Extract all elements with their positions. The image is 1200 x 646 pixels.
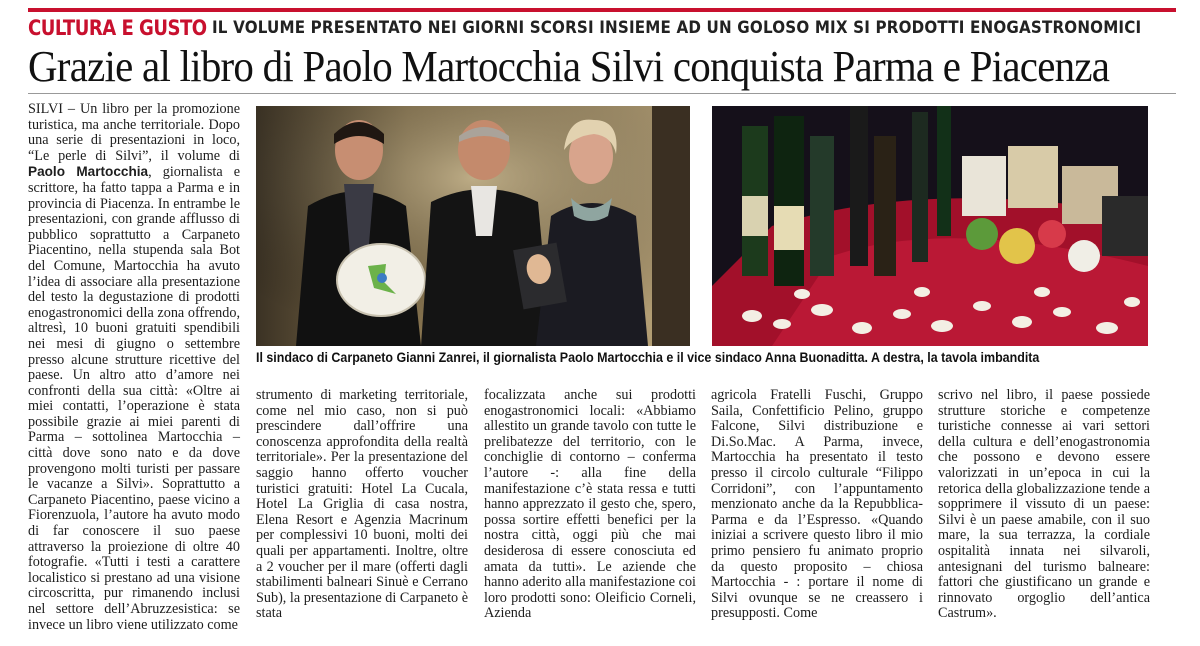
article-text: SILVI – Un libro per la promozione turistica, ma anche territoriale. Dopo una serie di presentazioni in loco, “Le perle di Silvi”, il volume di — [28, 101, 240, 164]
article-column-2 — [256, 388, 468, 622]
section-header — [28, 14, 1176, 42]
article-column-1 — [28, 102, 240, 633]
photo-table-image — [712, 106, 1148, 346]
article-paragraph: focalizzata anche sui prodotti enogastronomici locali: «Abbiamo allestito un grande tavolo con tutte le prelibatezze del territorio, con le conchiglie di contorno – conferma l’autore -: alla fine della manifestazione c’è stata ressa e tutti hanno apprezzato il gesto che, spero, possa sortire effetti benefici per la nostra città, oggi più che mai desiderosa di essere conosciuta ed amata da tutti». Le aziende che hanno aderito alla manifestazione coi loro prodotti sono: Oleificio Corneli, Azienda — [484, 387, 696, 622]
kicker: IL VOLUME PRESENTATO NEI GIORNI SCORSI INSIEME AD UN GOLOSO MIX SI PRODOTTI ENOGASTRONOMICI — [212, 18, 1142, 38]
article-paragraph: agricola Fratelli Fuschi, Gruppo Saila, Confettificio Pelino, gruppo Falcone, Silvi distribuzione e Di.So.Mac. A Parma, invece, Martocchia ha presentato il testo presso il circolo culturale “Filippo Corridoni”, con l’appuntamento menzionato anche da la Repubblica-Parma e da l’Espresso. «Quando iniziai a scrivere questo libro il mio primo pensiero fu animato proprio da questo proposito – chiosa Martocchia - : portare il nome di Silvi ovunque se ne creassero i presupposti. Come — [711, 387, 923, 622]
photo-people-image — [256, 106, 690, 346]
photo-table — [712, 106, 1148, 346]
article-paragraph: strumento di marketing territoriale, come nel mio caso, non si può prescindere dall’offrire una conoscenza approfondita della realtà territoriale». Per la presentazione del saggio hanno offerto voucher turistici gratuiti: Hotel La Cucala, Hotel La Griglia di casa nostra, Elena Resort e Agenzia Macrinum per complessivi 10 buoni, molti dei quali per appartamenti. Inoltre, oltre a 2 voucher per il mare (offerti dagli stabilimenti balneari Sinuè e Cerrano Sub), la presentazione di Carpaneto è stata — [256, 387, 468, 622]
article-column-5 — [938, 388, 1150, 622]
article-paragraph — [28, 102, 240, 633]
article-paragraph: scrivo nel libro, il paese possiede strutture storiche e competenze turistiche connesse ai vari settori della cultura e dell’enogastronomia che possono e devono essere valorizzati in un’epoca in cui la retorica della globalizzazione tende a sopprimere il vissuto di un paese: Silvi è un paese amabile, con il suo mare, la sua terrazza, la cordiale ospitalità innata nei silvaroli, antesignani del turismo balneare: fattori che giustificano un grande e rinnovato orgoglio dell’antica Castrum». — [938, 387, 1150, 622]
article-column-3 — [484, 388, 696, 622]
photo-people — [256, 106, 690, 346]
headline-rule — [28, 93, 1176, 94]
photo-caption: Il sindaco di Carpaneto Gianni Zanrei, il giornalista Paolo Martocchia e il vice sindaco Anna Buonaditta. A destra, la tavola imbandita — [256, 350, 1040, 365]
article-column-4 — [711, 388, 923, 622]
top-red-rule — [28, 8, 1176, 12]
section-tag: CULTURA E GUSTO — [28, 16, 207, 40]
article-text: , giornalista e scrittore, ha fatto tappa a Parma e in provincia di Piacenza. In entrambe le presentazioni, con grande afflusso di pubblico soprattutto a Carpaneto Piacentino, nella stupenda sala Bot del Comune, Martocchia ha avuto l’idea di associare alla presentazione del testo la degustazione di prodotti enogastronomici della zona offrendo, altresì, 10 buoni gratuiti spendibili nei mesi di giugno o settembre presso alcune strutture ricettive del paese. Un altro atto d’amore nei confronti della sua città: «Oltre ai miei contatti, l’operazione è stata possibile grazie ai miei parenti di Parma – sottolinea Martocchia – città dove sono nato e da dove provengono molti turisti per passare le vacanze a Silvi». Soprattutto a Carpaneto Piacentino, paese vicino a Fiorenzuola, l’autore ha avuto modo di far conoscere il suo paese attraverso la proiezione di oltre 40 fotografie. «Tutti i testi a carattere localistico si prestano ad una visione circoscritta, pur rimanendo inclusi nel settore dell’Abruzzesistica: se invece un libro viene utilizzato come — [28, 164, 240, 633]
author-name: Paolo Martocchia — [28, 164, 149, 180]
headline: Grazie al libro di Paolo Martocchia Silvi conquista Parma e Piacenza — [28, 42, 1110, 91]
